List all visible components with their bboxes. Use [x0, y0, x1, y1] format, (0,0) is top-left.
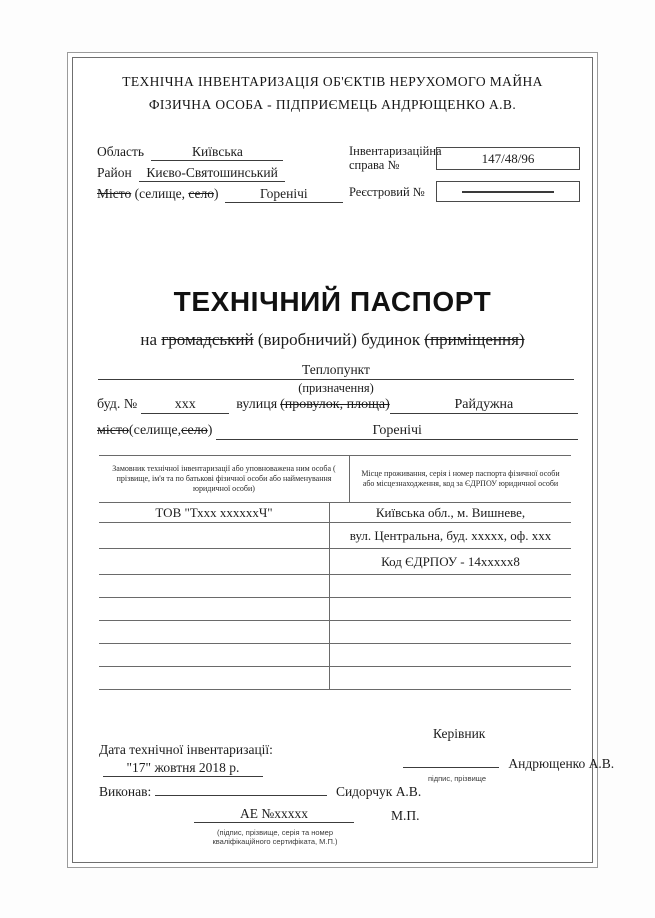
table-header-right: Місце проживання, серія і номер паспорта фізичної особи або місцезнаходження, код за ЄДРПОУ юридичної особи — [361, 469, 560, 488]
building-label: буд. № — [97, 397, 138, 412]
executor-row — [99, 784, 421, 800]
street-value: Райдужна — [390, 397, 578, 414]
kerivnyk-signature-row — [403, 756, 614, 772]
kerivnyk-label: Керівник — [433, 726, 486, 741]
oblast-row — [97, 144, 283, 161]
table-cell-left — [99, 523, 330, 548]
table-cell-left — [99, 644, 330, 666]
selo2-struck: село — [181, 423, 208, 438]
subtitle-mid: (виробничий) будинок — [253, 330, 425, 349]
table-cell-right — [330, 621, 571, 643]
table-cell-right — [330, 667, 571, 689]
kerivnyk-signature-line — [403, 767, 499, 768]
subtitle-struck-gromadskyi: громадський — [161, 330, 254, 349]
table-cell-left — [99, 549, 330, 574]
registry-number-label: Реєстровий № — [349, 185, 425, 199]
table-header-row — [99, 456, 571, 503]
inventory-date-value: "17" жовтня 2018 р. — [103, 760, 263, 777]
table-cell-right: Київська обл., м. Вишневе, — [375, 504, 526, 520]
selo-label-struck: село — [188, 186, 214, 201]
registry-number-dash — [462, 191, 554, 193]
subtitle-struck-prymishchennia: (приміщення) — [424, 330, 525, 349]
table-cell-left: ТОВ "Тххх ххххххЧ" — [99, 503, 330, 522]
kerivnyk-signature-caption: підпис, прізвище — [427, 774, 487, 783]
page-title: ТЕХНІЧНИЙ ПАСПОРТ — [173, 286, 492, 317]
raion-row — [97, 165, 285, 182]
page-subtitle — [73, 330, 592, 350]
table-row — [99, 549, 571, 575]
location-fields — [97, 144, 578, 210]
table-cell-right: Код ЄДРПОУ - 14ххххх8 — [381, 553, 520, 569]
registry-number-box — [436, 181, 580, 202]
table-cell-left — [99, 575, 330, 597]
street-struck: (провулок, площа) — [280, 397, 390, 412]
oblast-value: Київська — [151, 144, 283, 161]
address-line-settlement — [97, 423, 578, 440]
table-row — [99, 575, 571, 598]
misto-value: Горенічі — [225, 186, 343, 203]
misto-label-mid: (селище, — [131, 186, 189, 201]
misto-label-struck: Місто — [97, 186, 132, 201]
table-row — [99, 598, 571, 621]
table-cell-left — [99, 598, 330, 620]
document-page — [67, 52, 615, 868]
table-row — [99, 667, 571, 690]
executor-label: Виконав: — [99, 784, 152, 799]
inventory-case-label: Інвентаризаційна справа № — [349, 144, 442, 172]
certificate-number: АЕ №ххххх — [194, 806, 354, 823]
table-cell-right — [330, 598, 571, 620]
oblast-label: Область — [97, 144, 145, 159]
subtitle-prefix: на — [140, 330, 162, 349]
applicant-table — [99, 455, 571, 690]
certificate-caption: (підпис, прізвище, серія та номер кваліфікаційного сертифіката, М.П.) — [212, 828, 338, 846]
table-header-left: Замовник технічної інвентаризації або уповноважена ним особа ( прізвище, ім'я та по батькові фізичної особи або найменування юридичної особи) — [99, 456, 350, 502]
table-cell-right — [330, 644, 571, 666]
table-cell-left — [99, 667, 330, 689]
building-number-value: ххх — [141, 397, 229, 414]
address-line-building — [97, 397, 578, 414]
kerivnyk-signature-name: Андрющенко А.В. — [508, 756, 615, 771]
misto-row — [97, 186, 343, 203]
settlement-value: Горенічі — [216, 423, 578, 440]
raion-label: Район — [97, 165, 132, 180]
header-line-2: ФІЗИЧНА ОСОБА - ПІДПРИЄМЕЦЬ АНДРЮЩЕНКО А.В. — [148, 97, 517, 112]
misto2-mid: (селище, — [128, 423, 182, 438]
raion-value: Києво-Святошинський — [139, 165, 285, 182]
document-header — [73, 70, 592, 116]
purpose-caption: (призначення) — [298, 381, 374, 395]
page-inner-frame — [72, 57, 615, 863]
street-label: вулиця — [236, 397, 278, 412]
misto2-close: ) — [207, 423, 213, 438]
executor-name: Сидорчук А.В. — [335, 784, 422, 799]
header-line-1: ТЕХНІЧНА ІНВЕНТАРИЗАЦІЯ ОБ'ЄКТІВ НЕРУХОМОГО МАЙНА — [122, 74, 543, 89]
misto-label-close: ) — [213, 186, 219, 201]
table-cell-right: вул. Центральна, буд. ххххх, оф. ххх — [349, 527, 552, 543]
inventory-case-number: 147/48/96 — [436, 147, 580, 170]
purpose-block — [98, 362, 574, 396]
executor-signature-line — [155, 795, 327, 796]
table-row — [99, 523, 571, 549]
table-row — [99, 621, 571, 644]
inventory-date-label: Дата технічної інвентаризації: — [99, 742, 273, 757]
table-row — [99, 503, 571, 523]
table-cell-left — [99, 621, 330, 643]
signature-section — [73, 726, 615, 862]
misto2-struck: місто — [97, 423, 129, 438]
table-cell-right — [330, 575, 571, 597]
mp-label: М.П. — [391, 808, 420, 823]
table-row — [99, 644, 571, 667]
purpose-value: Теплопункт — [98, 362, 574, 380]
